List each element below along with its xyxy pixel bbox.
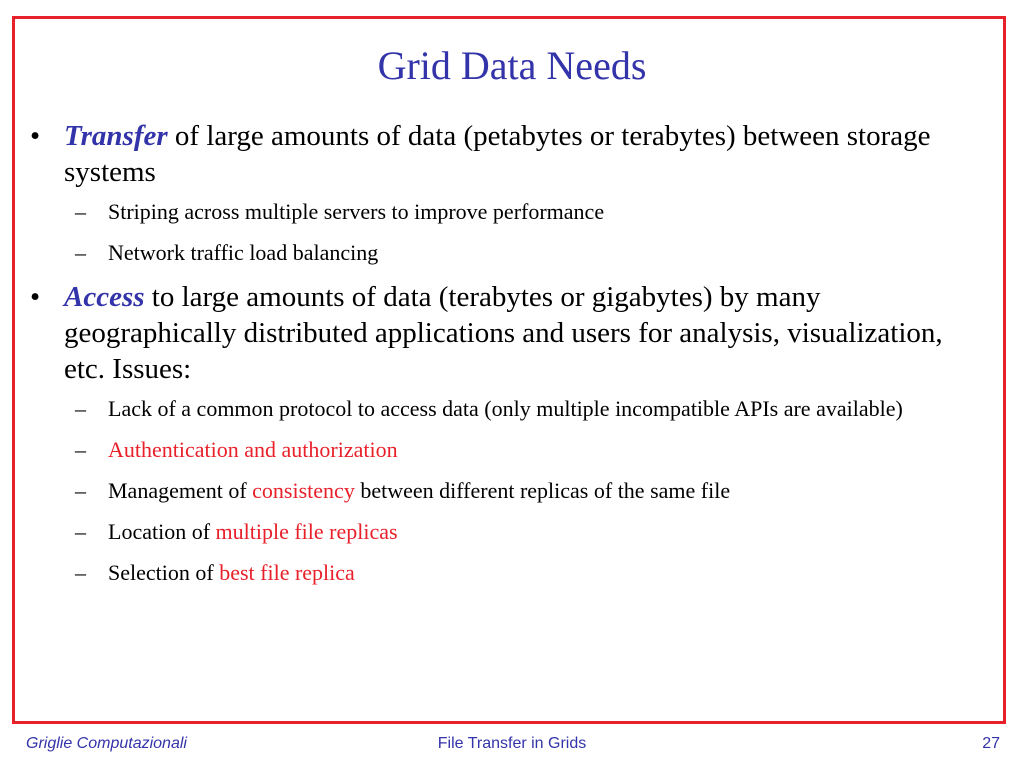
subitem-striping (28, 197, 988, 227)
sub-marker: – (75, 519, 86, 544)
bullet-access (28, 279, 988, 387)
bullet-transfer (28, 118, 988, 190)
subitem-load-balancing (28, 238, 988, 268)
sub-marker: – (75, 240, 86, 265)
footer-presentation-title: File Transfer in Grids (437, 735, 587, 752)
subitem-text: Network traffic load balancing (108, 240, 379, 265)
subitem-prefix: Management of (108, 478, 253, 503)
bullet-marker: • (30, 120, 41, 152)
slide-content (28, 118, 988, 599)
subitem-text: Lack of a common protocol to access data (only multiple incompatible APIs are available) (108, 396, 903, 421)
bullet-keyword: Access (64, 281, 145, 313)
sub-marker: – (75, 478, 86, 503)
sub-marker: – (75, 437, 86, 462)
subitem-location (28, 517, 988, 547)
footer-course-name: Griglie Computazionali (26, 735, 187, 752)
sub-marker: – (75, 199, 86, 224)
subitem-selection (28, 558, 988, 588)
sub-marker: – (75, 560, 86, 585)
footer-page-number: 27 (982, 735, 1000, 752)
subitem-highlight: multiple file replicas (215, 519, 398, 544)
subitem-prefix: Location of (108, 519, 216, 544)
sub-marker: – (75, 396, 86, 421)
subitem-text-highlight: Authentication and authorization (108, 437, 398, 462)
slide-title: Grid Data Needs (377, 43, 647, 88)
subitem-suffix: between different replicas of the same file (354, 478, 731, 503)
bullet-keyword: Transfer (64, 120, 168, 152)
subitem-text: Striping across multiple servers to improve performance (108, 199, 605, 224)
subitem-highlight: best file replica (219, 560, 355, 585)
subitem-consistency (28, 476, 988, 506)
bullet-text: to large amounts of data (terabytes or gigabytes) by many geographically distributed applications and users for analysis, visualization, etc. Issues: (64, 281, 943, 385)
subitem-prefix: Selection of (108, 560, 220, 585)
subitem-common-protocol (28, 394, 988, 424)
bullet-marker: • (30, 281, 41, 313)
subitem-highlight: consistency (252, 478, 355, 503)
subitem-authentication (28, 435, 988, 465)
bullet-text: of large amounts of data (petabytes or terabytes) between storage systems (64, 120, 931, 188)
